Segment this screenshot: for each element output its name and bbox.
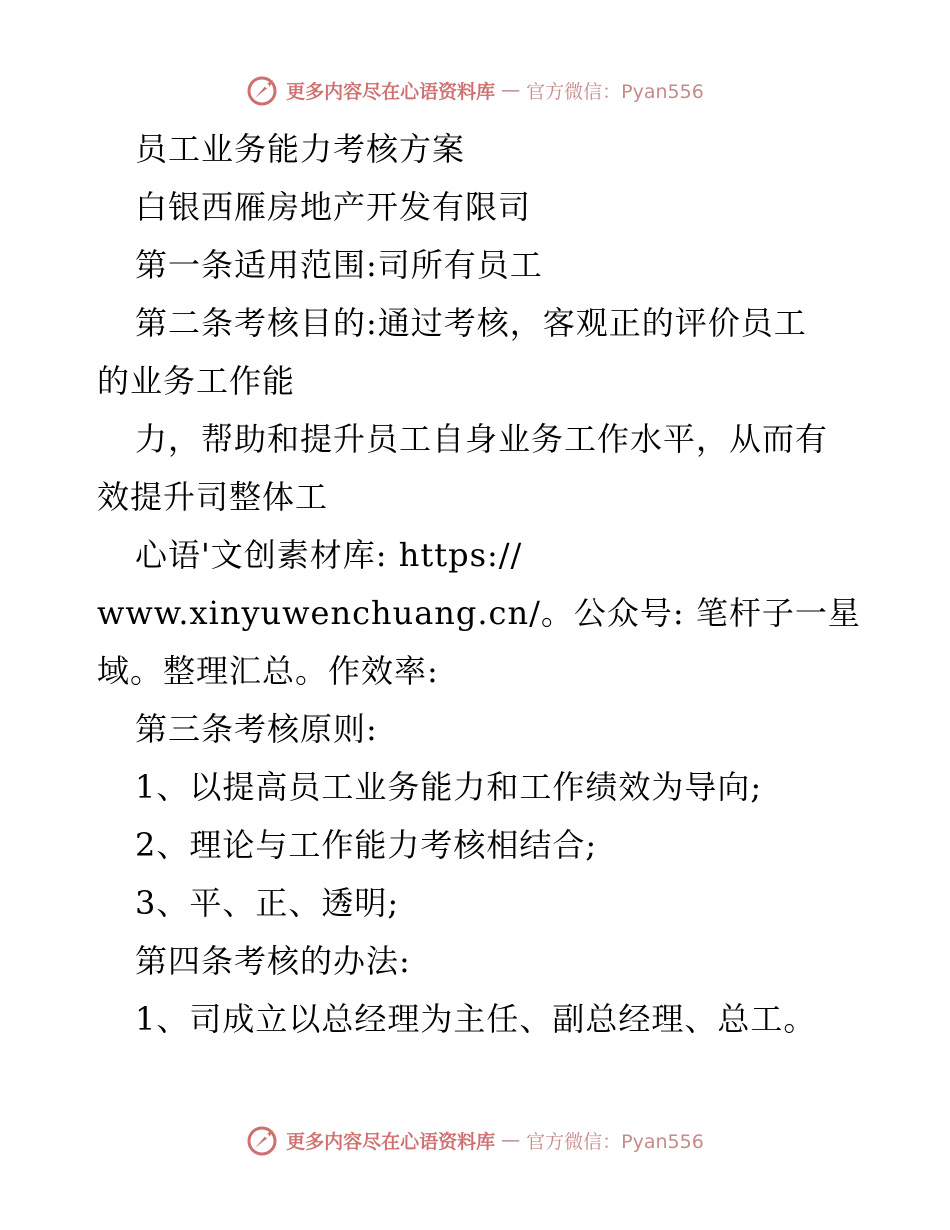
- document-title: 员工业务能力考核方案: [135, 130, 466, 168]
- company-name: 白银西雁房地产开发有限司: [135, 188, 532, 226]
- article-two-line-4: 效提升司整体工: [97, 478, 329, 516]
- article-two-line-3: 力，帮助和提升员工自身业务工作水平，从而有: [135, 420, 829, 458]
- banner-main-text: 更多内容尽在心语资料库: [286, 1130, 496, 1153]
- principle-2: 2、理论与工作能力考核相结合;: [135, 826, 598, 864]
- banner-main-text: 更多内容尽在心语资料库: [286, 80, 496, 103]
- resource-line-1: 心语'文创素材库: https://: [135, 536, 523, 574]
- footer-banner: [0, 1120, 950, 1160]
- principle-3: 3、平、正、透明;: [135, 884, 400, 922]
- article-two-line-2: 的业务工作能: [97, 362, 296, 400]
- article-two-line-1: 第二条考核目的:通过考核，客观正的评价员工: [135, 304, 807, 342]
- header-banner: [0, 70, 950, 110]
- article-three-heading: 第三条考核原则:: [135, 710, 378, 748]
- banner-separator: —: [501, 1129, 521, 1151]
- resource-line-2: www.xinyuwenchuang.cn/。公众号: 笔杆子一星: [97, 594, 861, 632]
- resource-line-3: 域。整理汇总。作效率:: [97, 652, 439, 690]
- article-one: 第一条适用范围:司所有员工: [135, 246, 543, 284]
- banner-wechat-text: 官方微信：Pyan556: [526, 1130, 704, 1153]
- article-four-heading: 第四条考核的办法:: [135, 942, 411, 980]
- pen-nib-logo-icon: [246, 73, 280, 107]
- banner-wechat-text: 官方微信：Pyan556: [526, 80, 704, 103]
- pen-nib-logo-icon: [246, 1123, 280, 1157]
- principle-1: 1、以提高员工业务能力和工作绩效为导向;: [135, 768, 763, 806]
- method-1: 1、司成立以总经理为主任、副总经理、总工。: [135, 1000, 817, 1038]
- banner-separator: —: [501, 79, 521, 101]
